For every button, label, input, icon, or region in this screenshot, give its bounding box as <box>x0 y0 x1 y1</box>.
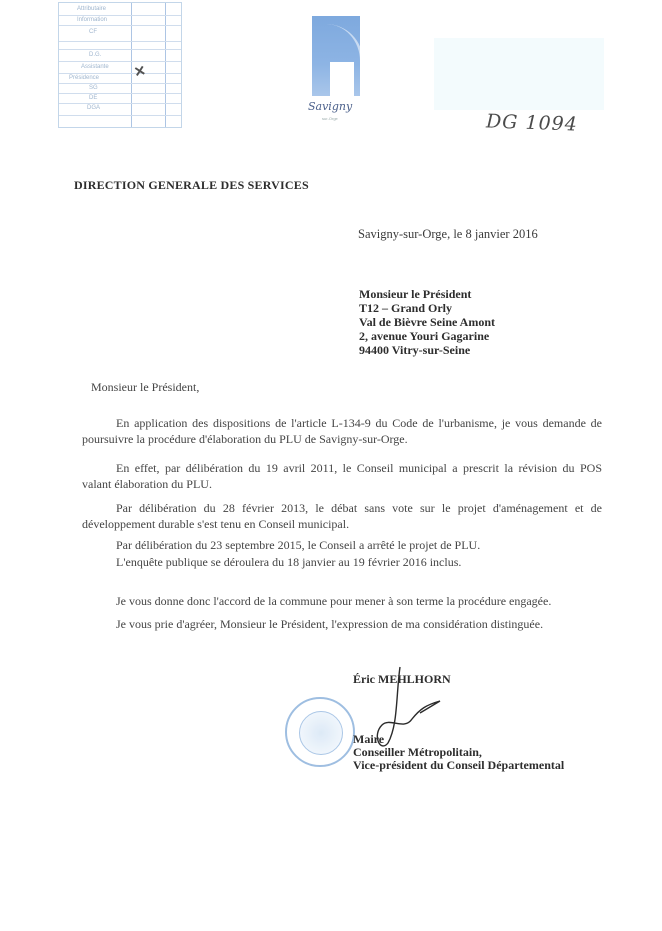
recipient-line: 2, avenue Youri Gagarine <box>359 329 490 343</box>
faint-stamp-background <box>434 38 604 110</box>
recipient-line: 94400 Vitry-sur-Seine <box>359 343 471 357</box>
routing-slip-row: D.G. <box>89 52 102 58</box>
routing-slip-row: CF <box>89 29 97 35</box>
logo-smoke-shape <box>326 24 363 64</box>
city-logo <box>306 16 368 126</box>
handwritten-reference: DG 1094 <box>485 110 579 136</box>
paragraph-1-line-1: En application des dispositions de l'article L-134-9 du Code de l'urbanisme, je vous demande de <box>116 416 602 430</box>
paragraph-5: L'enquête publique se déroulera du 18 janvier au 19 février 2016 inclus. <box>116 555 462 569</box>
routing-slip-row: Assistante <box>81 64 109 70</box>
signatory-title: Maire <box>353 732 385 746</box>
place-and-date: Savigny-sur-Orge, le 8 janvier 2016 <box>358 227 538 241</box>
paragraph-4: Par délibération du 23 septembre 2015, le Conseil a arrêté le projet de PLU. <box>116 538 481 552</box>
logo-blue-panel <box>312 16 360 96</box>
paragraph-1-line-2: poursuivre la procédure d'élaboration du PLU de Savigny-sur-Orge. <box>82 432 408 446</box>
salutation: Monsieur le Président, <box>91 380 200 394</box>
paragraph-3-line-1: Par délibération du 28 février 2013, le débat sans vote sur le projet d'aménagement et de <box>116 501 602 515</box>
recipient-line: T12 – Grand Orly <box>359 301 453 315</box>
logo-subtitle: sur-Orge <box>322 116 338 121</box>
routing-slip-row: Présidence <box>69 75 100 81</box>
faint-footer-text <box>20 876 640 902</box>
closing-formula: Je vous prie d'agréer, Monsieur le Président, l'expression de ma considération distinguée. <box>116 617 544 631</box>
routing-slip-row: SG <box>89 85 98 91</box>
logo-candle-shape <box>330 62 354 96</box>
official-seal <box>285 697 355 767</box>
recipient-line: Val de Bièvre Seine Amont <box>359 315 496 329</box>
routing-slip-row: DGA <box>87 105 101 111</box>
seal-emblem <box>299 711 343 755</box>
signatory-name: Éric MEHLHORN <box>353 672 451 686</box>
logo-wordmark: Savigny <box>308 100 353 113</box>
recipient-address <box>359 287 495 357</box>
routing-slip-stamp <box>58 2 182 128</box>
paragraph-3-line-2: développement durable s'est tenu en Conseil municipal. <box>82 517 350 531</box>
paragraph-2-line-2: valant élaboration du PLU. <box>82 477 212 491</box>
department-header: DIRECTION GENERALE DES SERVICES <box>74 178 309 192</box>
routing-slip-row: Attributaire <box>77 6 107 12</box>
signatory-titles <box>353 733 564 772</box>
checkmark-x-icon: ✕ <box>132 61 148 81</box>
closing-agreement: Je vous donne donc l'accord de la commune pour mener à son terme la procédure engagée. <box>116 594 552 608</box>
paragraph-2-line-1: En effet, par délibération du 19 avril 2011, le Conseil municipal a prescrit la révision du POS <box>116 461 602 475</box>
signatory-title: Vice-président du Conseil Départemental <box>353 758 565 772</box>
recipient-line: Monsieur le Président <box>359 287 472 301</box>
routing-slip-row: Information <box>77 17 108 23</box>
signatory-title: Conseiller Métropolitain, <box>353 745 482 759</box>
routing-slip-row: DE <box>89 95 98 101</box>
